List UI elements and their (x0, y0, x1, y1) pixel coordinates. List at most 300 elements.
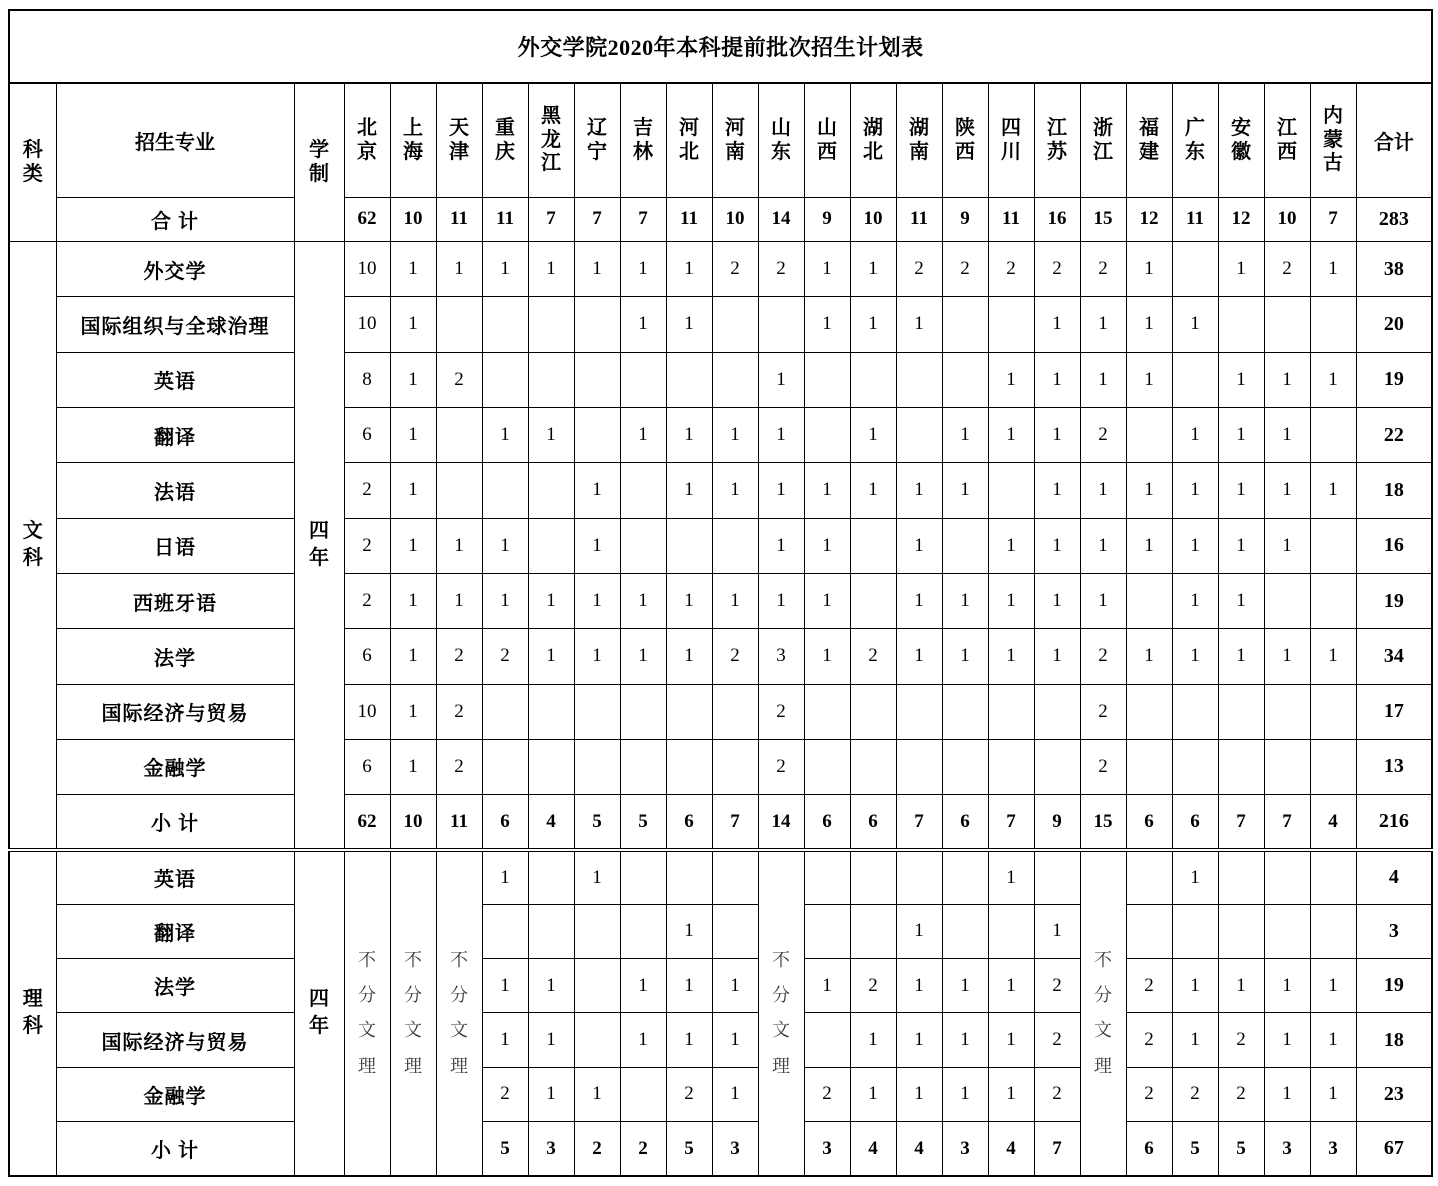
value-cell: 2 (620, 1122, 666, 1176)
value-cell: 2 (1126, 1013, 1172, 1067)
value-cell: 1 (896, 629, 942, 684)
table-row (9, 1122, 1432, 1176)
value-cell: 1 (482, 850, 528, 904)
value-cell: 2 (850, 629, 896, 684)
value-cell (528, 297, 574, 352)
grand-total-value: 10 (390, 197, 436, 241)
value-cell (574, 352, 620, 407)
value-cell: 5 (1172, 1122, 1218, 1176)
row-total-cell: 38 (1356, 241, 1432, 296)
major-label: 翻译 (56, 904, 294, 958)
value-cell: 3 (1264, 1122, 1310, 1176)
value-cell: 1 (758, 518, 804, 573)
value-cell (436, 463, 482, 518)
value-cell: 4 (988, 1122, 1034, 1176)
province-header: 河 南 (712, 83, 758, 197)
row-total-cell: 23 (1356, 1067, 1432, 1121)
value-cell: 8 (344, 352, 390, 407)
duration-cell: 四 年 (294, 850, 344, 1176)
major-label: 西班牙语 (56, 573, 294, 628)
value-cell: 1 (666, 629, 712, 684)
value-cell (712, 904, 758, 958)
value-cell (666, 352, 712, 407)
table-row (9, 684, 1432, 739)
value-cell: 1 (942, 959, 988, 1013)
table-row (9, 850, 1432, 904)
grand-total-value: 11 (482, 197, 528, 241)
value-cell: 2 (1080, 241, 1126, 296)
province-header: 吉 林 (620, 83, 666, 197)
value-cell: 1 (712, 959, 758, 1013)
value-cell: 2 (1034, 1067, 1080, 1121)
value-cell: 1 (1034, 629, 1080, 684)
major-header: 招生专业 (56, 83, 294, 197)
value-cell: 1 (1218, 407, 1264, 462)
value-cell: 1 (712, 1067, 758, 1121)
value-cell: 2 (482, 1067, 528, 1121)
value-cell (1218, 297, 1264, 352)
value-cell (1264, 850, 1310, 904)
value-cell: 1 (1264, 407, 1310, 462)
value-cell (896, 407, 942, 462)
value-cell: 6 (942, 795, 988, 850)
major-label: 国际经济与贸易 (56, 1013, 294, 1067)
value-cell (528, 352, 574, 407)
value-cell: 1 (942, 463, 988, 518)
value-cell: 4 (1310, 795, 1356, 850)
value-cell (482, 352, 528, 407)
province-header: 内 蒙 古 (1310, 83, 1356, 197)
value-cell: 1 (574, 573, 620, 628)
value-cell: 1 (436, 573, 482, 628)
merged-note-cell: 不 分 文 理 (390, 850, 436, 1176)
value-cell: 1 (942, 1067, 988, 1121)
table-row (9, 463, 1432, 518)
grand-total-value: 11 (896, 197, 942, 241)
grand-total-value: 9 (804, 197, 850, 241)
value-cell: 6 (344, 739, 390, 794)
grand-total-value: 11 (666, 197, 712, 241)
value-cell: 1 (942, 1013, 988, 1067)
value-cell (1126, 850, 1172, 904)
value-cell: 1 (528, 959, 574, 1013)
value-cell: 1 (1034, 297, 1080, 352)
value-cell (574, 407, 620, 462)
value-cell: 2 (666, 1067, 712, 1121)
table-row (9, 1013, 1432, 1067)
row-total-cell: 4 (1356, 850, 1432, 904)
value-cell (1264, 904, 1310, 958)
province-header: 上 海 (390, 83, 436, 197)
value-cell: 1 (390, 518, 436, 573)
value-cell: 2 (850, 959, 896, 1013)
value-cell: 1 (1218, 241, 1264, 296)
value-cell: 2 (1080, 684, 1126, 739)
value-cell (1126, 407, 1172, 462)
major-label: 英语 (56, 352, 294, 407)
grand-total-value: 7 (620, 197, 666, 241)
row-total-cell: 216 (1356, 795, 1432, 850)
value-cell: 1 (988, 1067, 1034, 1121)
value-cell (1172, 684, 1218, 739)
value-cell: 1 (850, 1067, 896, 1121)
value-cell: 1 (1034, 573, 1080, 628)
value-cell (804, 684, 850, 739)
value-cell: 1 (666, 573, 712, 628)
value-cell (942, 518, 988, 573)
value-cell: 2 (896, 241, 942, 296)
province-header: 黑 龙 江 (528, 83, 574, 197)
value-cell: 62 (344, 795, 390, 850)
major-label: 法语 (56, 463, 294, 518)
value-cell: 2 (712, 241, 758, 296)
value-cell: 1 (666, 1013, 712, 1067)
province-header: 湖 南 (896, 83, 942, 197)
value-cell: 1 (1218, 573, 1264, 628)
merged-note-cell: 不 分 文 理 (1080, 850, 1126, 1176)
value-cell (574, 904, 620, 958)
major-label: 国际组织与全球治理 (56, 297, 294, 352)
province-header: 安 徽 (1218, 83, 1264, 197)
value-cell (804, 407, 850, 462)
value-cell: 1 (988, 573, 1034, 628)
value-cell (850, 850, 896, 904)
value-cell: 1 (712, 463, 758, 518)
value-cell: 1 (482, 407, 528, 462)
value-cell (1126, 573, 1172, 628)
value-cell: 10 (344, 241, 390, 296)
value-cell: 1 (1264, 463, 1310, 518)
row-total-cell: 18 (1356, 1013, 1432, 1067)
value-cell: 1 (620, 241, 666, 296)
row-total-cell: 22 (1356, 407, 1432, 462)
value-cell: 2 (758, 739, 804, 794)
value-cell (896, 352, 942, 407)
value-cell: 1 (1080, 518, 1126, 573)
value-cell: 2 (344, 518, 390, 573)
value-cell (528, 463, 574, 518)
value-cell: 1 (1264, 959, 1310, 1013)
value-cell (804, 352, 850, 407)
value-cell (712, 850, 758, 904)
value-cell: 2 (436, 684, 482, 739)
value-cell: 5 (482, 1122, 528, 1176)
grand-total-value: 9 (942, 197, 988, 241)
duration-cell: 四 年 (294, 241, 344, 850)
province-header: 福 建 (1126, 83, 1172, 197)
value-cell: 10 (390, 795, 436, 850)
province-header: 江 苏 (1034, 83, 1080, 197)
value-cell: 1 (1172, 297, 1218, 352)
value-cell: 1 (528, 573, 574, 628)
value-cell: 1 (988, 959, 1034, 1013)
value-cell: 1 (758, 463, 804, 518)
value-cell: 4 (850, 1122, 896, 1176)
value-cell: 7 (1218, 795, 1264, 850)
value-cell (620, 352, 666, 407)
value-cell: 1 (896, 1013, 942, 1067)
province-header: 山 西 (804, 83, 850, 197)
value-cell: 1 (850, 407, 896, 462)
row-total-cell: 20 (1356, 297, 1432, 352)
value-cell (712, 518, 758, 573)
province-header: 四 川 (988, 83, 1034, 197)
value-cell: 1 (712, 407, 758, 462)
value-cell: 1 (988, 850, 1034, 904)
value-cell (1172, 352, 1218, 407)
value-cell: 10 (344, 684, 390, 739)
value-cell: 1 (1264, 1013, 1310, 1067)
value-cell: 14 (758, 795, 804, 850)
value-cell (666, 739, 712, 794)
value-cell: 1 (482, 241, 528, 296)
value-cell: 1 (528, 1067, 574, 1121)
value-cell (436, 407, 482, 462)
value-cell: 2 (942, 241, 988, 296)
value-cell: 1 (988, 1013, 1034, 1067)
value-cell (712, 684, 758, 739)
value-cell: 1 (1080, 352, 1126, 407)
value-cell: 1 (482, 959, 528, 1013)
value-cell: 1 (988, 518, 1034, 573)
value-cell: 1 (1126, 297, 1172, 352)
value-cell: 1 (620, 407, 666, 462)
value-cell (1264, 739, 1310, 794)
table-row (9, 407, 1432, 462)
value-cell: 1 (1264, 629, 1310, 684)
value-cell (942, 352, 988, 407)
value-cell (850, 684, 896, 739)
value-cell: 3 (1310, 1122, 1356, 1176)
value-cell: 1 (1218, 959, 1264, 1013)
value-cell (482, 297, 528, 352)
value-cell: 1 (804, 241, 850, 296)
value-cell: 1 (436, 518, 482, 573)
value-cell (1218, 684, 1264, 739)
table-row (9, 1067, 1432, 1121)
value-cell: 1 (1172, 850, 1218, 904)
value-cell: 1 (758, 352, 804, 407)
value-cell (620, 850, 666, 904)
value-cell (1264, 573, 1310, 628)
value-cell (528, 850, 574, 904)
value-cell (942, 684, 988, 739)
value-cell (988, 904, 1034, 958)
value-cell: 2 (1126, 959, 1172, 1013)
value-cell: 2 (344, 573, 390, 628)
value-cell: 1 (1126, 518, 1172, 573)
page-title: 外交学院2020年本科提前批次招生计划表 (9, 10, 1432, 83)
value-cell: 2 (1218, 1067, 1264, 1121)
value-cell (850, 573, 896, 628)
value-cell (1264, 297, 1310, 352)
merged-note-cell: 不 分 文 理 (436, 850, 482, 1176)
value-cell: 1 (620, 959, 666, 1013)
value-cell: 3 (804, 1122, 850, 1176)
value-cell (1126, 904, 1172, 958)
value-cell (712, 739, 758, 794)
value-cell (896, 684, 942, 739)
value-cell (574, 739, 620, 794)
value-cell (712, 352, 758, 407)
value-cell (942, 739, 988, 794)
value-cell (574, 684, 620, 739)
value-cell (620, 739, 666, 794)
value-cell: 2 (574, 1122, 620, 1176)
value-cell: 1 (574, 518, 620, 573)
value-cell: 1 (1034, 407, 1080, 462)
value-cell: 1 (666, 241, 712, 296)
value-cell: 1 (942, 629, 988, 684)
value-cell: 1 (850, 297, 896, 352)
value-cell: 1 (988, 629, 1034, 684)
table-row (9, 739, 1432, 794)
value-cell (620, 463, 666, 518)
title-row (9, 10, 1432, 83)
value-cell: 2 (758, 684, 804, 739)
value-cell (666, 684, 712, 739)
value-cell: 1 (988, 352, 1034, 407)
value-cell (574, 1013, 620, 1067)
value-cell: 1 (574, 241, 620, 296)
major-label: 金融学 (56, 739, 294, 794)
major-label: 翻译 (56, 407, 294, 462)
value-cell (1310, 904, 1356, 958)
province-header: 广 东 (1172, 83, 1218, 197)
value-cell: 1 (804, 573, 850, 628)
province-header: 辽 宁 (574, 83, 620, 197)
grand-total-value: 62 (344, 197, 390, 241)
value-cell (850, 352, 896, 407)
value-cell (988, 739, 1034, 794)
value-cell: 1 (942, 573, 988, 628)
value-cell: 1 (1310, 1067, 1356, 1121)
major-label: 外交学 (56, 241, 294, 296)
row-total-cell: 67 (1356, 1122, 1432, 1176)
merged-note-cell: 不 分 文 理 (758, 850, 804, 1176)
value-cell: 2 (1218, 1013, 1264, 1067)
value-cell (1218, 850, 1264, 904)
merged-note-cell: 不 分 文 理 (344, 850, 390, 1176)
value-cell (1310, 850, 1356, 904)
grand-total-value: 15 (1080, 197, 1126, 241)
row-total-cell: 16 (1356, 518, 1432, 573)
value-cell (620, 1067, 666, 1121)
value-cell: 5 (574, 795, 620, 850)
grand-total-value: 11 (988, 197, 1034, 241)
value-cell: 15 (1080, 795, 1126, 850)
value-cell: 1 (758, 573, 804, 628)
value-cell (850, 904, 896, 958)
major-label: 法学 (56, 959, 294, 1013)
value-cell: 7 (896, 795, 942, 850)
value-cell: 1 (666, 407, 712, 462)
value-cell: 11 (436, 795, 482, 850)
grand-total-value: 10 (850, 197, 896, 241)
value-cell: 1 (390, 684, 436, 739)
value-cell: 1 (1080, 463, 1126, 518)
category-header: 科 类 (9, 83, 56, 241)
table-row (9, 904, 1432, 958)
value-cell: 1 (528, 241, 574, 296)
plan-table (8, 9, 1433, 1177)
value-cell: 1 (758, 407, 804, 462)
value-cell: 2 (1080, 629, 1126, 684)
grand-total-value: 12 (1126, 197, 1172, 241)
duration-header: 学 制 (294, 83, 344, 241)
value-cell: 6 (1172, 795, 1218, 850)
value-cell: 1 (850, 241, 896, 296)
value-cell: 1 (528, 407, 574, 462)
value-cell: 1 (1172, 1013, 1218, 1067)
value-cell (620, 684, 666, 739)
subtotal-label: 小 计 (56, 795, 294, 850)
value-cell: 2 (804, 1067, 850, 1121)
value-cell (620, 904, 666, 958)
grand-total-value: 16 (1034, 197, 1080, 241)
province-header: 天 津 (436, 83, 482, 197)
value-cell (850, 518, 896, 573)
value-cell: 2 (1080, 739, 1126, 794)
value-cell: 1 (1126, 352, 1172, 407)
value-cell (896, 850, 942, 904)
province-header: 湖 北 (850, 83, 896, 197)
value-cell (1218, 739, 1264, 794)
major-label: 英语 (56, 850, 294, 904)
value-cell: 1 (620, 1013, 666, 1067)
value-cell: 3 (528, 1122, 574, 1176)
value-cell: 6 (482, 795, 528, 850)
value-cell (528, 904, 574, 958)
table-row (9, 241, 1432, 296)
value-cell: 7 (712, 795, 758, 850)
value-cell: 1 (1126, 241, 1172, 296)
value-cell: 1 (1310, 241, 1356, 296)
value-cell: 1 (1172, 573, 1218, 628)
value-cell: 1 (1264, 1067, 1310, 1121)
value-cell: 2 (1034, 1013, 1080, 1067)
value-cell: 1 (574, 850, 620, 904)
row-total-cell: 19 (1356, 959, 1432, 1013)
value-cell: 1 (1264, 352, 1310, 407)
value-cell (804, 904, 850, 958)
grand-total-value: 11 (1172, 197, 1218, 241)
value-cell: 1 (1126, 463, 1172, 518)
value-cell: 6 (344, 407, 390, 462)
value-cell: 1 (804, 959, 850, 1013)
value-cell: 2 (436, 629, 482, 684)
value-cell: 1 (1218, 352, 1264, 407)
value-cell: 3 (712, 1122, 758, 1176)
table-row (9, 573, 1432, 628)
table-row (9, 352, 1432, 407)
value-cell: 1 (804, 518, 850, 573)
major-label: 日语 (56, 518, 294, 573)
value-cell (712, 297, 758, 352)
value-cell: 1 (804, 297, 850, 352)
value-cell: 1 (1172, 959, 1218, 1013)
value-cell: 1 (1126, 629, 1172, 684)
value-cell: 1 (482, 518, 528, 573)
province-header: 陕 西 (942, 83, 988, 197)
value-cell: 2 (988, 241, 1034, 296)
value-cell: 1 (1218, 463, 1264, 518)
row-total-cell: 19 (1356, 573, 1432, 628)
value-cell: 2 (1264, 241, 1310, 296)
value-cell (482, 463, 528, 518)
row-total-cell: 17 (1356, 684, 1432, 739)
value-cell: 1 (850, 1013, 896, 1067)
